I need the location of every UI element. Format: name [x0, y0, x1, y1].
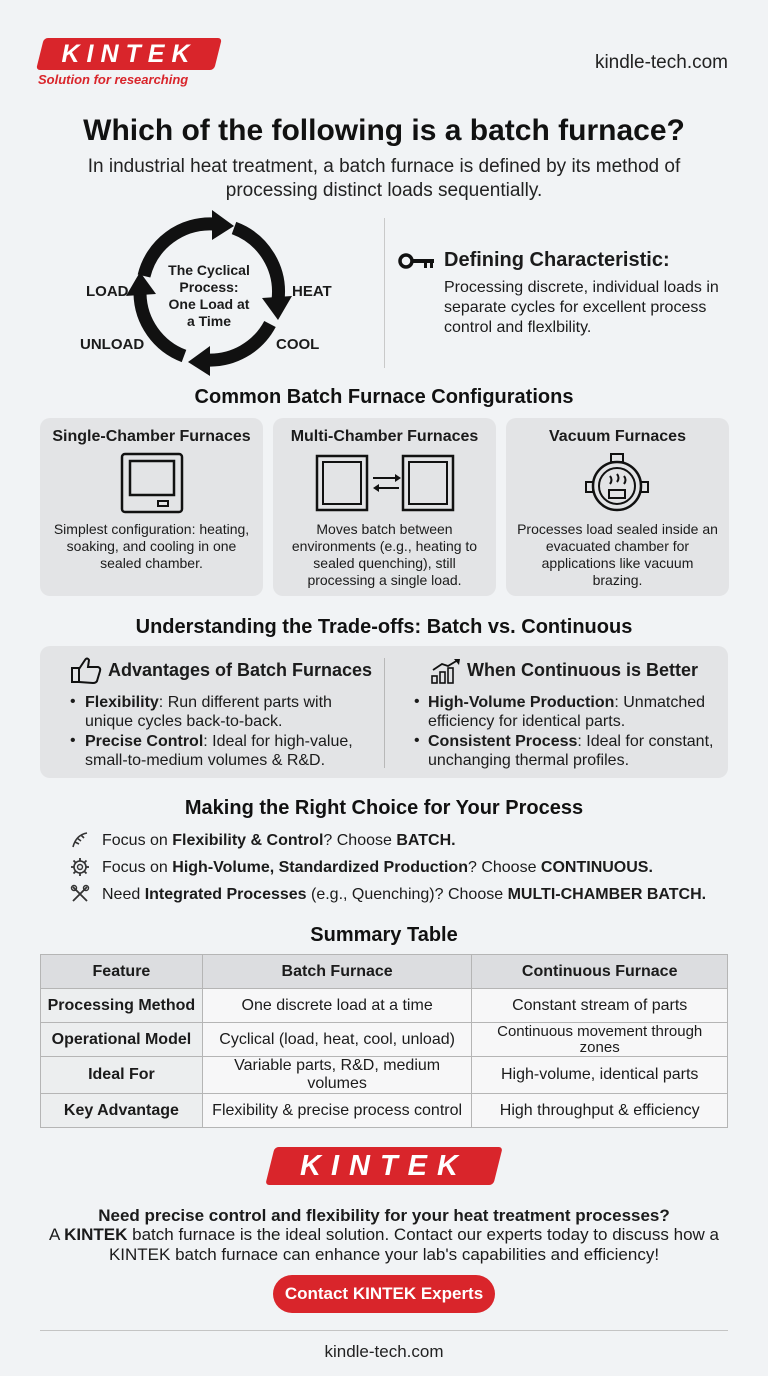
advantages-title: Advantages of Batch Furnaces — [108, 660, 373, 680]
site-url-footer[interactable]: kindle-tech.com — [324, 1342, 444, 1361]
site-url-header[interactable]: kindle-tech.com — [594, 52, 728, 73]
table-cell: Continuous movement through zones — [472, 1023, 728, 1057]
table-row — [41, 1057, 728, 1094]
defining-characteristic-text: Processing discrete, individual loads in separate cycles for excellent process control and flexlbility. — [444, 279, 719, 336]
config-card-multi-chamber — [273, 418, 496, 596]
gear-icon — [70, 857, 90, 877]
card-title: Multi-Chamber Furnaces — [290, 428, 479, 445]
card-title: Vacuum Furnaces — [549, 428, 686, 445]
defining-characteristic-title: Defining Characteristic: — [444, 249, 670, 271]
continuous-item: High-Volume Production: Unmatched efficiency for identical parts. — [428, 694, 706, 730]
config-card-single-chamber — [40, 418, 263, 596]
summary-heading: Summary Table — [310, 924, 458, 946]
table-cell: Ideal For — [41, 1057, 203, 1094]
table-row — [41, 1023, 728, 1057]
brand-logo[interactable]: KINTEK — [61, 40, 197, 68]
continuous-item: Consistent Process: Ideal for constant, unchanging thermal profiles. — [428, 733, 714, 769]
bar-chart-up-icon — [430, 658, 462, 684]
cycle-label-unload: UNLOAD — [80, 336, 145, 353]
table-cell: High-volume, identical parts — [472, 1057, 728, 1094]
advantage-item: Precise Control: Ideal for high-value, small-to-medium volumes & R&D. — [85, 733, 353, 769]
page-subtitle: In industrial heat treatment, a batch furnace is defined by its method of processing distinct loads sequentially. — [87, 156, 681, 201]
table-cell: Operational Model — [41, 1023, 203, 1057]
tradeoffs-heading: Understanding the Trade-offs: Batch vs. Continuous — [135, 616, 633, 638]
card-text: Moves batch between environments (e.g., heating to sealed quenching), still processing a single load. — [291, 521, 478, 588]
summary-table — [40, 954, 728, 1128]
tradeoffs-panel: Advantages of Batch Furnaces • Flexibility: Run different parts with unique cycles back-to-back. • Precise Control: Ideal for high-value, small-to-medium volumes & R&D. When Continuous is Better • High-Volume Production: Unmatched efficiency for identical parts. • Consistent Process: Ideal for constant, unchanging thermal profiles. — [40, 646, 728, 778]
flexibility-icon — [70, 830, 90, 850]
choice-item-batch: Focus on Flexibility & Control? Choose BATCH. — [102, 832, 456, 849]
vacuum-chamber-icon — [584, 452, 650, 516]
column-header: Batch Furnace — [202, 955, 472, 989]
page-title: Which of the following is a batch furnace? — [83, 114, 685, 147]
thumbs-up-icon — [70, 656, 102, 684]
table-cell: Processing Method — [41, 989, 203, 1023]
cycle-label-cool: COOL — [276, 336, 320, 353]
transfer-chambers-icon — [315, 452, 455, 514]
table-row — [41, 989, 728, 1023]
table-cell: Constant stream of parts — [472, 989, 728, 1023]
continuous-title: When Continuous is Better — [467, 660, 698, 680]
section-divider — [384, 218, 385, 368]
card-text: Processes load sealed inside an evacuated chamber for applications like vacuum brazing. — [517, 521, 718, 588]
card-text: Simplest configuration: heating, soaking, and cooling in one sealed chamber. — [53, 521, 250, 571]
key-icon — [398, 252, 436, 270]
contact-experts-button[interactable]: Contact KINTEK Experts — [273, 1275, 495, 1313]
table-cell: Key Advantage — [41, 1094, 203, 1128]
table-cell: Flexibility & precise process control — [202, 1094, 472, 1128]
table-header-row — [41, 955, 728, 989]
choice-item-multi-chamber: Need Integrated Processes (e.g., Quenching)? Choose MULTI-CHAMBER BATCH. — [102, 886, 707, 903]
table-row — [41, 1094, 728, 1128]
column-header: Feature — [41, 955, 203, 989]
cycle-center-label: The Cyclical Process: One Load at a Time — [168, 262, 250, 329]
advantage-item: Flexibility: Run different parts with unique cycles back-to-back. — [85, 694, 332, 730]
table-cell: Variable parts, R&D, medium volumes — [202, 1057, 472, 1094]
cycle-label-heat: HEAT — [292, 283, 332, 300]
configurations-heading: Common Batch Furnace Configurations — [194, 386, 574, 408]
table-cell: Cyclical (load, heat, cool, unload) — [202, 1023, 472, 1057]
furnace-icon — [120, 452, 184, 514]
cta-text: A KINTEK batch furnace is the ideal solution. Contact our experts today to discuss how a KINTEK batch furnace can enhance your lab's capabilities and efficiency! — [49, 1225, 719, 1264]
config-card-vacuum — [506, 418, 729, 596]
table-cell: High throughput & efficiency — [472, 1094, 728, 1128]
cta-heading: Need precise control and flexibility for your heat treatment processes? — [98, 1206, 670, 1225]
cycle-label-load: LOAD — [86, 283, 129, 300]
column-header: Continuous Furnace — [472, 955, 728, 989]
choices-heading: Making the Right Choice for Your Process — [184, 797, 584, 819]
choice-item-continuous: Focus on High-Volume, Standardized Production? Choose CONTINUOUS. — [102, 859, 653, 876]
table-cell: One discrete load at a time — [202, 989, 472, 1023]
brand-tagline: Solution for researching — [38, 72, 189, 87]
tradeoffs-divider — [384, 658, 385, 768]
card-title: Single-Chamber Furnaces — [52, 428, 251, 445]
footer-divider — [40, 1330, 728, 1331]
cta-logo: KINTEK — [300, 1150, 468, 1182]
tools-icon — [70, 884, 90, 904]
